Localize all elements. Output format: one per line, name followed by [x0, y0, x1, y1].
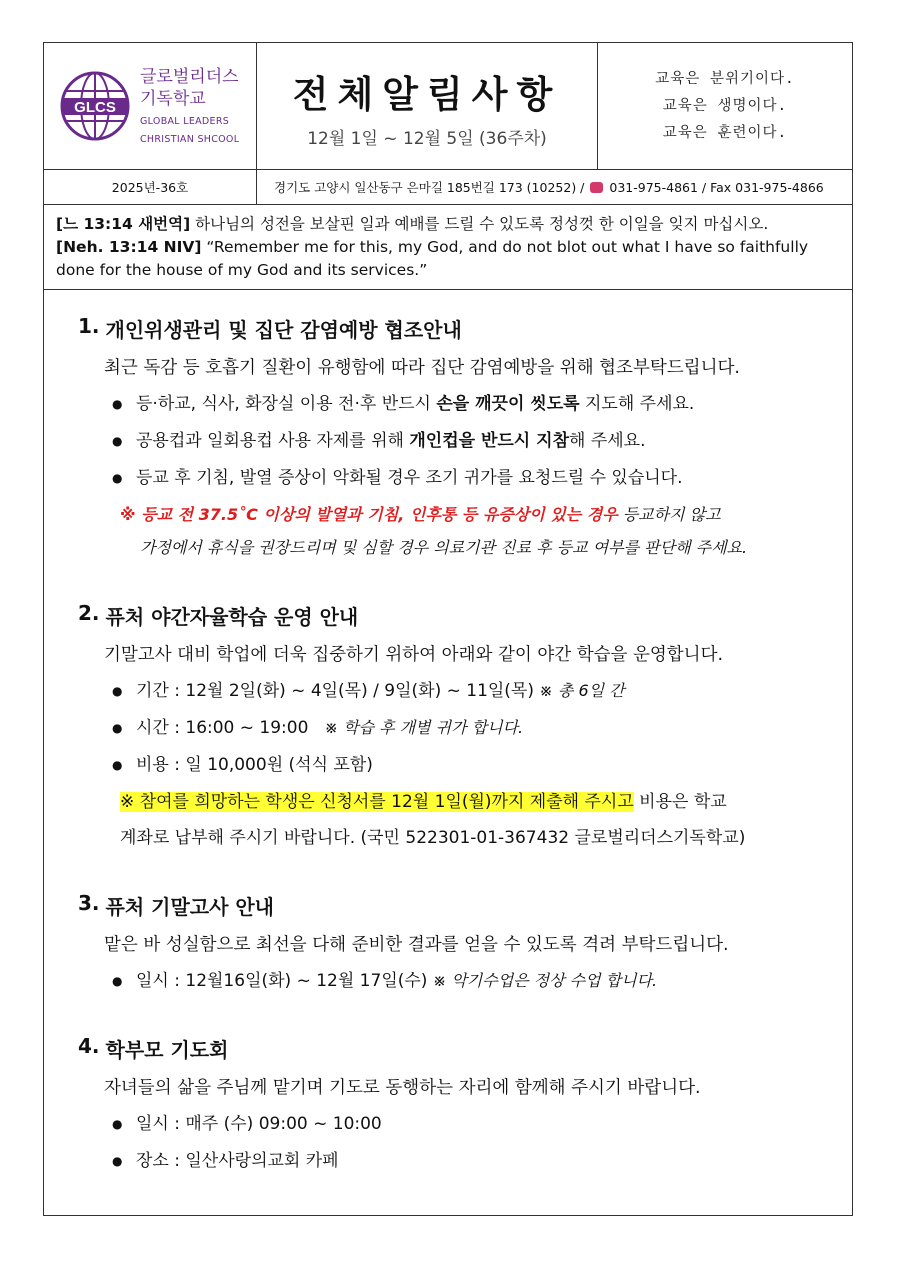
school-motto [598, 43, 852, 169]
section-prayer-meeting [78, 1034, 852, 1174]
section-heading: 4. 학부모 기도회 [78, 1034, 229, 1062]
school-logo [44, 43, 257, 169]
list-item: ● 공용컵과 일회용컵 사용 자제를 위해 개인컵을 반드시 지참해 주세요. [136, 428, 852, 454]
school-name-en-2: CHRISTIAN SHCOOL [140, 134, 240, 145]
list-item: ● 일시 : 12월16일(화) ~ 12월 17일(수) ※ 악기수업은 정상 수업 합니다. [136, 968, 852, 994]
section-final-exam [78, 891, 852, 994]
motto-line-2: 교육은 생명이다. [662, 97, 788, 114]
section-night-study [78, 601, 852, 851]
section-hygiene [78, 314, 852, 561]
verse-ref-en: [Neh. 13:14 NIV] [56, 238, 202, 256]
school-name-en-1: GLOBAL LEADERS [140, 116, 230, 127]
list-item: ● 시간 : 16:00 ~ 19:00 ※ 학습 후 개별 귀가 합니다. [136, 715, 852, 741]
contact-info [257, 170, 852, 204]
section-heading: 2. 퓨처 야간자율학습 운영 안내 [78, 601, 359, 629]
section-intro: 자녀들의 삶을 주님께 맡기며 기도로 동행하는 자리에 함께해 주시기 바랍니다. [104, 1078, 701, 1098]
section-heading: 1. 개인위생관리 및 집단 감염예방 협조안내 [78, 314, 462, 342]
info-bar [44, 170, 852, 205]
phone-icon [590, 182, 603, 193]
section-intro: 최근 독감 등 호흡기 질환이 유행함에 따라 집단 감염예방을 위해 협조부탁드립니다. [104, 358, 740, 378]
header [44, 43, 852, 170]
bible-verse [44, 205, 852, 290]
verse-ref-ko: [느 13:14 새번역] [56, 215, 191, 233]
list-item: ● 일시 : 매주 (수) 09:00 ~ 10:00 [136, 1111, 852, 1137]
list-item: ● 기간 : 12월 2일(화) ~ 4일(목) / 9일(화) ~ 11일(목) ※ 총 6일 간 [136, 678, 852, 704]
verse-text-ko: 하나님의 성전을 보살핀 일과 예배를 드릴 수 있도록 정성껏 한 이일을 잊지 마십시오. [190, 215, 769, 233]
week-period: 12월 1일 ~ 12월 5일 (36주차) [307, 128, 547, 149]
application-notice: ※ 참여를 희망하는 학생은 신청서를 12월 1일(월)까지 제출해 주시고 비용은 학교 [120, 792, 727, 812]
address: 경기도 고양시 일산동구 은마길 185번길 173 (10252) / [274, 180, 585, 195]
fever-notice: ※ 등교 전 37.5˚C 이상의 발열과 기침, 인후통 등 유증상이 있는 경우 등교하지 않고 가정에서 휴식을 권장드리며 및 심할 경우 의료기관 진료 후 등교 여부를 판단해 주세요. [120, 505, 748, 557]
notice-body [44, 290, 852, 1215]
verse-text-en: “Remember me for this, my God, and do not blot out what I have so faithfully done for the house of my God and its services.” [56, 238, 809, 279]
notice-document [43, 42, 853, 1216]
list-item: ● 장소 : 일산사랑의교회 카페 [136, 1148, 852, 1174]
payment-notice: 계좌로 납부해 주시기 바랍니다. (국민 522301-01-367432 글로벌리더스기독학교) [120, 828, 746, 848]
section-heading: 3. 퓨처 기말고사 안내 [78, 891, 275, 919]
section-intro: 맡은 바 성실함으로 최선을 다해 준비한 결과를 얻을 수 있도록 격려 부탁드립니다. [104, 935, 729, 955]
phone-fax: 031-975-4861 / Fax 031-975-4866 [609, 179, 824, 195]
globe-logo-icon [58, 69, 132, 143]
section-intro: 기말고사 대비 학업에 더욱 집중하기 위하여 아래와 같이 야간 학습을 운영합니다. [104, 645, 724, 665]
issue-number: 2025년-36호 [44, 170, 257, 204]
list-item: ● 비용 : 일 10,000원 (석식 포함) [136, 752, 852, 778]
list-item: ● 등교 후 기침, 발열 증상이 악화될 경우 조기 귀가를 요청드릴 수 있습니다. [136, 465, 852, 491]
school-name-ko-1: 글로벌리더스 [140, 67, 239, 87]
page-title: 전체알림사항 [292, 72, 562, 116]
list-item: ● 등·하교, 식사, 화장실 이용 전·후 반드시 손을 깨끗이 씻도록 지도해 주세요. [136, 391, 852, 417]
motto-line-3: 교육은 훈련이다. [662, 124, 788, 141]
school-name-ko-2: 기독학교 [140, 89, 206, 109]
logo-mark: GLCS [74, 99, 116, 116]
motto-line-1: 교육은 분위기이다. [655, 70, 795, 87]
